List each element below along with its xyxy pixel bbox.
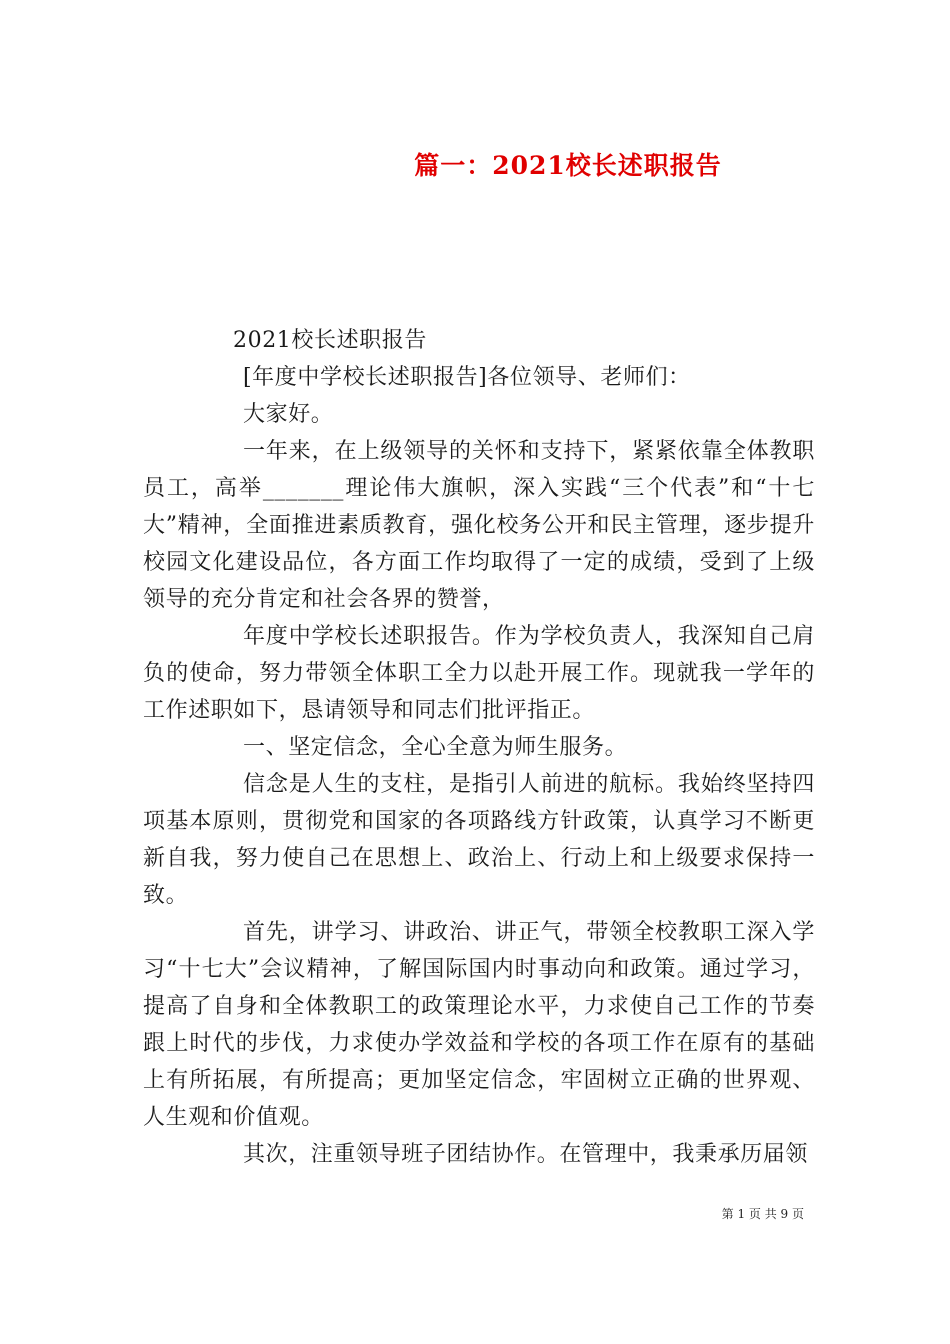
report-subtitle: 2021校长述职报告: [233, 328, 427, 353]
document-title: 篇一：2021校长述职报告: [414, 150, 722, 180]
body-paragraph: 其次，注重领导班子团结协作。在管理中，我秉承历届领: [243, 1142, 809, 1167]
salutation-paragraph: [年度中学校长述职报告]各位领导、老师们：: [243, 365, 691, 390]
body-paragraph: 首先，讲学习、讲政治、讲正气，带领全校教职工深入学习“十七大”会议精神，了解国际国内时事动向和政策。通过学习，提高了自身和全体教职工的政策理论水平，力求使自己工作的节奏跟上时代的步伐，力求使办学效益和学校的各项工作在原有的基础上有所拓展，有所提高；更加坚定信念，牢固树立正确的世界观、人生观和价值观。: [143, 920, 815, 1130]
document-body: [143, 322, 815, 1173]
section-heading: 一、坚定信念，全心全意为师生服务。: [243, 735, 628, 760]
body-paragraph: 一年来，在上级领导的关怀和支持下，紧紧依靠全体教职员工，高举_______理论伟大旗帜，深入实践“三个代表”和“十七大”精神，全面推进素质教育，强化校务公开和民主管理，逐步提升校园文化建设品位，各方面工作均取得了一定的成绩，受到了上级领导的充分肯定和社会各界的赞誉，: [143, 439, 815, 612]
page-number: 第 1 页 共 9 页: [721, 1207, 804, 1221]
body-paragraph: 信念是人生的支柱，是指引人前进的航标。我始终坚持四项基本原则，贯彻党和国家的各项路线方针政策，认真学习不断更新自我，努力使自己在思想上、政治上、行动上和上级要求保持一致。: [143, 772, 815, 908]
body-paragraph: 年度中学校长述职报告。作为学校负责人，我深知自己肩负的使命，努力带领全体职工全力以赴开展工作。现就我一学年的工作述职如下，恳请领导和同志们批评指正。: [143, 624, 815, 723]
greeting-paragraph: 大家好。: [243, 402, 334, 427]
